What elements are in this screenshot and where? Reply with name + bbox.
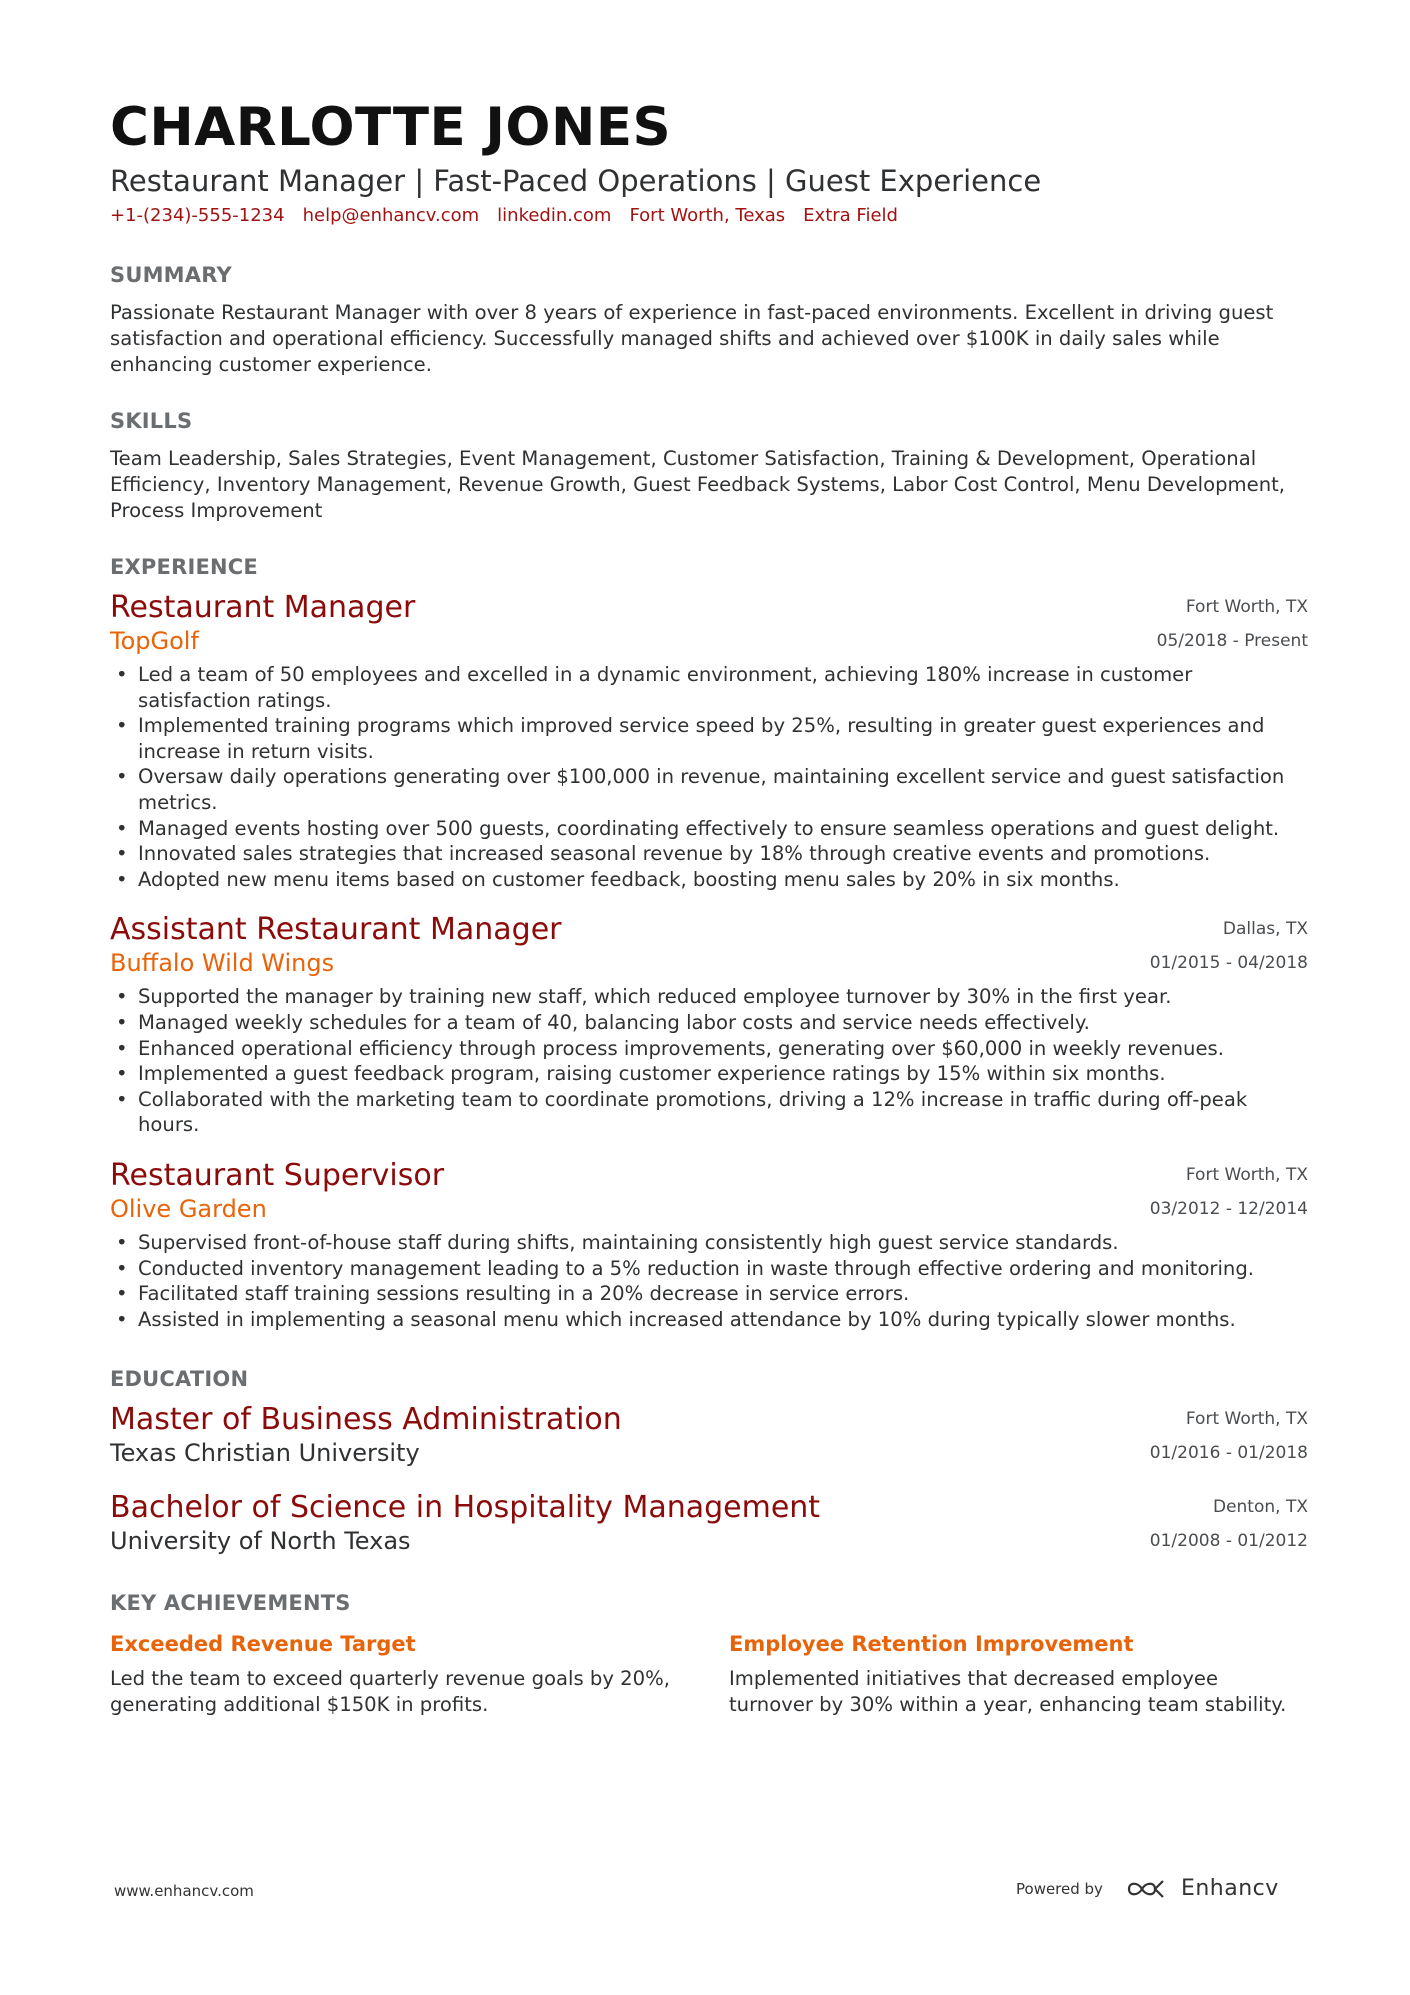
achievement-item: [729, 1630, 1308, 1717]
achievement-title: Employee Retention Improvement: [729, 1632, 1134, 1657]
achievements-section: [110, 1590, 1308, 1717]
bullet-item: • Assisted in implementing a seasonal menu which increased attendance by 10% during typically slower months.: [110, 1307, 1308, 1333]
enhancv-brand-name: Enhancv: [1180, 1876, 1279, 1901]
bullet-list: [110, 984, 1308, 1138]
bullet-item: • Implemented training programs which improved service speed by 25%, resulting in greater guest experiences and increase in return visits.: [110, 713, 1308, 764]
bullet-list: [110, 1230, 1308, 1332]
section-title: KEY ACHIEVEMENTS: [110, 1591, 351, 1616]
skills-section: [110, 408, 1308, 524]
bullet-item: • Facilitated staff training sessions resulting in a 20% decrease in service errors.: [110, 1281, 1308, 1307]
school-location: Fort Worth, TX: [1185, 1409, 1308, 1430]
job-title: Restaurant Supervisor: [110, 1157, 445, 1193]
job-location: Dallas, TX: [1222, 919, 1308, 940]
company-name: Olive Garden: [110, 1194, 267, 1223]
achievement-title: Exceeded Revenue Target: [110, 1632, 416, 1657]
section-title: EDUCATION: [110, 1367, 249, 1392]
company-name: Buffalo Wild Wings: [110, 949, 335, 978]
footer-branding: [1016, 1876, 1279, 1901]
section-title: SUMMARY: [110, 263, 232, 287]
bullet-item: • Managed events hosting over 500 guests, coordinating effectively to ensure seamless operations and guest delight.: [110, 816, 1308, 842]
contact-phone[interactable]: +1-(234)-555-1234: [110, 205, 285, 226]
bullet-list: [110, 662, 1308, 892]
bullet-item: • Managed weekly schedules for a team of 40, balancing labor costs and service needs effectively.: [110, 1010, 1308, 1036]
candidate-name: CHARLOTTE JONES: [110, 97, 672, 158]
job-dates: 01/2015 - 04/2018: [1149, 953, 1308, 974]
bullet-item: • Supported the manager by training new staff, which reduced employee turnover by 30% in the first year.: [110, 984, 1308, 1010]
achievement-text: Led the team to exceed quarterly revenue goals by 20%, generating additional $150K in profits.: [110, 1667, 670, 1716]
school-name: Texas Christian University: [110, 1439, 420, 1468]
education-entry: [110, 1490, 1308, 1556]
degree-title: Bachelor of Science in Hospitality Management: [110, 1490, 821, 1526]
school-name: University of North Texas: [110, 1527, 411, 1556]
bullet-item: • Conducted inventory management leading to a 5% reduction in waste through effective ordering and monitoring.: [110, 1256, 1308, 1282]
bullet-item: • Supervised front-of-house staff during shifts, maintaining consistently high guest service standards.: [110, 1230, 1308, 1256]
bullet-item: • Oversaw daily operations generating over $100,000 in revenue, maintaining excellent service and guest satisfaction metrics.: [110, 764, 1308, 815]
summary-section: [110, 262, 1308, 378]
education-dates: 01/2008 - 01/2012: [1149, 1531, 1308, 1552]
contact-linkedin[interactable]: linkedin.com: [497, 205, 612, 226]
enhancv-logo-icon: [1125, 1877, 1171, 1901]
bullet-item: • Adopted new menu items based on customer feedback, boosting menu sales by 20% in six months.: [110, 867, 1308, 893]
experience-entry: [110, 912, 1308, 1138]
bullet-item: • Implemented a guest feedback program, raising customer experience ratings by 15% within six months.: [110, 1061, 1308, 1087]
contact-extra: Extra Field: [803, 205, 898, 226]
job-title: Assistant Restaurant Manager: [110, 912, 562, 948]
footer-website[interactable]: www.enhancv.com: [114, 1882, 254, 1900]
resume-page: [110, 96, 1308, 1717]
education-entry: [110, 1402, 1308, 1468]
job-location: Fort Worth, TX: [1185, 1164, 1308, 1185]
summary-text: Passionate Restaurant Manager with over 8 years of experience in fast-paced environments. Excellent in driving guest satisfaction and operational efficiency. Successfully managed shifts and achieved over $100K in daily sales while enhancing customer experience.: [110, 301, 1274, 376]
skills-text: Team Leadership, Sales Strategies, Event Management, Customer Satisfaction, Training & Development, Operational Efficiency, Inventory Management, Revenue Growth, Guest Feedback Systems, Labor Cost Control, Menu Development, Process Improvement: [110, 447, 1286, 522]
school-location: Denton, TX: [1212, 1497, 1308, 1518]
job-dates: 05/2018 - Present: [1156, 631, 1308, 651]
degree-title: Master of Business Administration: [110, 1402, 622, 1438]
enhancv-logo[interactable]: [1125, 1876, 1279, 1901]
job-dates: 03/2012 - 12/2014: [1149, 1198, 1308, 1219]
education-section: [110, 1366, 1308, 1556]
achievement-item: [110, 1630, 689, 1717]
bullet-item: • Innovated sales strategies that increased seasonal revenue by 18% through creative events and promotions.: [110, 841, 1308, 867]
bullet-item: • Led a team of 50 employees and excelled in a dynamic environment, achieving 180% increase in customer satisfaction ratings.: [110, 662, 1308, 713]
education-dates: 01/2016 - 01/2018: [1149, 1443, 1308, 1464]
experience-entry: [110, 1158, 1308, 1332]
contact-location: Fort Worth, Texas: [629, 205, 786, 226]
section-title: EXPERIENCE: [110, 555, 258, 579]
company-name: TopGolf: [110, 627, 199, 655]
contact-email[interactable]: help@enhancv.com: [302, 205, 480, 226]
powered-by-label: Powered by: [1016, 1879, 1103, 1898]
job-title: Restaurant Manager: [110, 590, 416, 625]
achievement-text: Implemented initiatives that decreased employee turnover by 30% within a year, enhancing team stability.: [729, 1667, 1287, 1716]
section-title: SKILLS: [110, 409, 193, 433]
bullet-item: • Collaborated with the marketing team to coordinate promotions, driving a 12% increase in traffic during off-peak hours.: [110, 1087, 1308, 1138]
contact-list: [110, 204, 1308, 228]
experience-section: [110, 554, 1308, 1332]
job-location: Fort Worth, TX: [1185, 597, 1308, 617]
headline: Restaurant Manager | Fast-Paced Operations | Guest Experience: [110, 164, 1042, 198]
experience-entry: [110, 590, 1308, 892]
bullet-item: • Enhanced operational efficiency through process improvements, generating over $60,000 in weekly revenues.: [110, 1036, 1308, 1062]
